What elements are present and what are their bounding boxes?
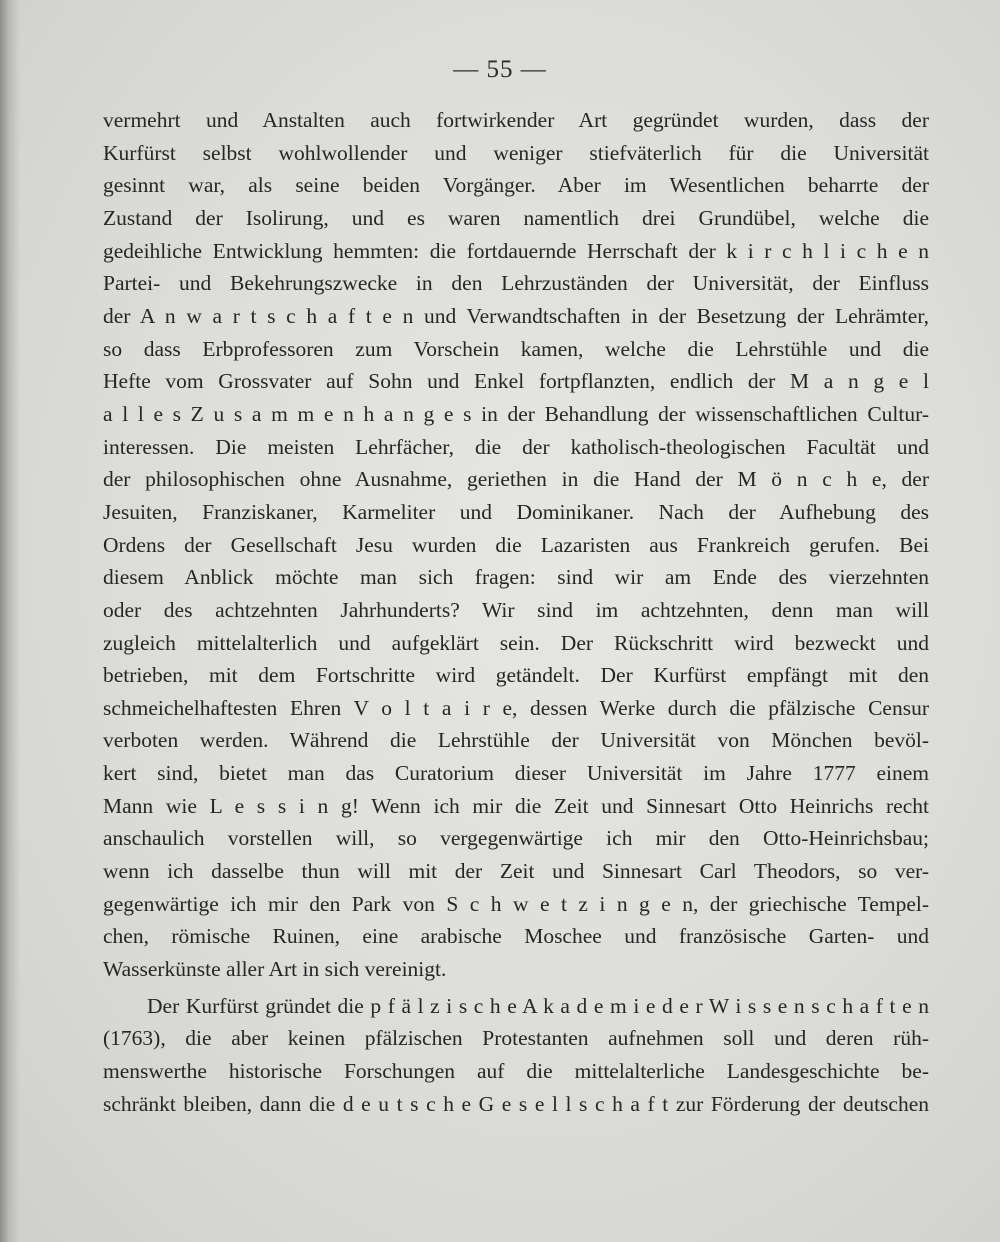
text-line: menswerthe historische Forschungen auf die mittelalterliche Landesgeschichte be- (103, 1059, 929, 1084)
paragraph-start-line: Der Kurfürst gründet die p f ä l z i s c h e A k a d e m i e d e r W i s s e n s c h a f t e n (147, 993, 929, 1018)
text-line: Mann wie L e s s i n g! Wenn ich mir die Zeit und Sinnesart Otto Heinrichs recht (103, 793, 929, 818)
text-line: chen, römische Ruinen, eine arabische Moschee und französische Garten- und (103, 924, 929, 949)
text-line: oder des achtzehnten Jahrhunderts? Wir sind im achtzehnten, denn man will (103, 597, 929, 622)
text-line: so dass Erbprofessoren zum Vorschein kamen, welche die Lehrstühle und die (103, 336, 929, 361)
text-line: der A n w a r t s c h a f t e n und Verwandtschaften in der Besetzung der Lehrämter, (103, 303, 929, 328)
text-line: schmeichelhaftesten Ehren V o l t a i r e, dessen Werke durch die pfälzische Censur (103, 695, 929, 720)
text-line: gesinnt war, als seine beiden Vorgänger. Aber im Wesentlichen beharrte der (103, 173, 929, 198)
page-number: — 55 — (453, 56, 547, 83)
text-line: Hefte vom Grossvater auf Sohn und Enkel fortpflanzten, endlich der M a n g e l (103, 369, 929, 394)
text-line: diesem Anblick möchte man sich fragen: sind wir am Ende des vierzehnten (103, 565, 929, 590)
text-line: schränkt bleiben, dann die d e u t s c h e G e s e l l s c h a f t zur Förderung der deutschen (103, 1091, 929, 1116)
text-line: wenn ich dasselbe thun will mit der Zeit und Sinnesart Carl Theodors, so ver- (103, 859, 929, 884)
text-line: interessen. Die meisten Lehrfächer, die der katholisch-theologischen Facultät und (103, 434, 929, 459)
text-line: anschaulich vorstellen will, so vergegenwärtige ich mir den Otto-Heinrichsbau; (103, 826, 929, 851)
text-line: betrieben, mit dem Fortschritte wird getändelt. Der Kurfürst empfängt mit den (103, 663, 929, 688)
text-line: (1763), die aber keinen pfälzischen Protestanten aufnehmen soll und deren rüh- (103, 1026, 929, 1051)
text-line: gegenwärtige ich mir den Park von S c h w e t z i n g e n, der griechische Tempel- (103, 891, 929, 916)
text-line: gedeihliche Entwicklung hemmten: die fortdauernde Herrschaft der k i r c h l i c h e n (103, 238, 929, 263)
text-line: der philosophischen ohne Ausnahme, geriethen in die Hand der M ö n c h e, der (103, 467, 929, 492)
text-line: Jesuiten, Franziskaner, Karmeliter und Dominikaner. Nach der Aufhebung des (103, 499, 929, 524)
text-line: Kurfürst selbst wohlwollender und weniger stiefväterlich für die Universität (103, 140, 929, 165)
text-line: verboten werden. Während die Lehrstühle der Universität von Mönchen bevöl- (103, 728, 929, 753)
text-line: kert sind, bietet man das Curatorium dieser Universität im Jahre 1777 einem (103, 761, 929, 786)
text-line: Zustand der Isolirung, und es waren namentlich drei Grundübel, welche die (103, 205, 929, 230)
text-line: Partei- und Bekehrungszwecke in den Lehrzuständen der Universität, der Einfluss (103, 271, 929, 296)
text-line: vermehrt und Anstalten auch fortwirkender Art gegründet wurden, dass der (103, 108, 929, 132)
paragraph-end-line: Wasserkünste aller Art in sich vereinigt. (103, 957, 447, 982)
binding-shadow (0, 0, 20, 1242)
body-text (103, 104, 929, 1120)
text-line: a l l e s Z u s a m m e n h a n g e s in der Behandlung der wissenschaftlichen Cultur- (103, 401, 929, 426)
text-line: zugleich mittelalterlich und aufgeklärt sein. Der Rückschritt wird bezweckt und (103, 630, 929, 655)
text-line: Ordens der Gesellschaft Jesu wurden die Lazaristen aus Frankreich gerufen. Bei (103, 532, 929, 557)
